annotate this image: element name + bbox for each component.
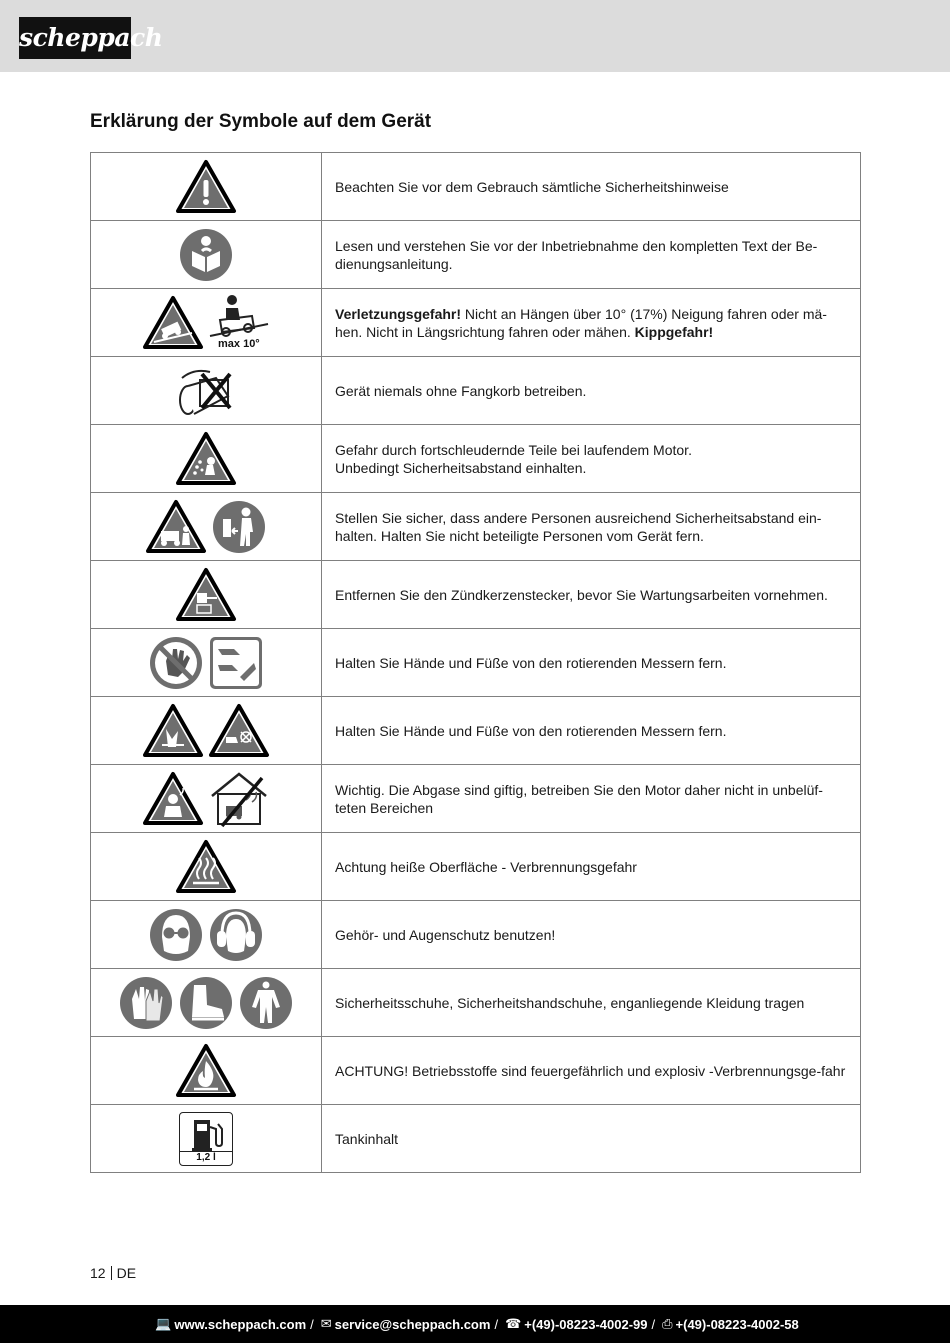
row-text: Gerät niemals ohne Fangkorb betreiben.: [335, 382, 587, 399]
row-text: Gehör- und Augenschutz benutzen!: [335, 926, 556, 943]
symbol-table: [90, 152, 861, 1173]
table-row: [91, 969, 861, 1037]
foot-cut-hazard-icon: [208, 703, 270, 759]
row-text: Tankinhalt: [335, 1130, 399, 1147]
hot-surface-icon: [175, 839, 237, 895]
row-text: Gefahr durch fortschleudernde Teile bei laufendem Motor. Unbedingt Sicherheitsabstand einhalten.: [335, 441, 692, 476]
table-row: [91, 833, 861, 901]
page-number: 12 DE: [90, 1265, 137, 1281]
slope-rider-icon: [208, 294, 270, 338]
ear-protection-icon: [208, 907, 264, 963]
separator: /: [651, 1316, 656, 1332]
table-row: [91, 221, 861, 289]
fuel-tank-icon: [179, 1112, 233, 1166]
table-row: [91, 765, 861, 833]
row-text: Halten Sie Hände und Füße von den rotierenden Messern fern.: [335, 654, 727, 671]
hand-cut-hazard-icon: [142, 703, 204, 759]
email-icon: ✉: [320, 1316, 332, 1331]
safety-boots-icon: [178, 975, 234, 1031]
hand-foot-blade-icon: [208, 635, 264, 691]
table-row: [91, 1037, 861, 1105]
protective-gloves-icon: [118, 975, 174, 1031]
no-indoor-operation-icon: [208, 770, 270, 828]
fax-icon: ⎙: [662, 1316, 673, 1331]
row-text: Verletzungsgefahr! Nicht an Hängen über 10° (17%) Neigung fahren oder mä-hen. Nicht in Längsrichtung fahren oder mähen. Kippgefahr!: [335, 305, 827, 340]
row-text: Entfernen Sie den Zündkerzenstecker, bevor Sie Wartungsarbeiten vornehmen.: [335, 586, 828, 603]
protective-clothing-icon: [238, 975, 294, 1031]
thrown-objects-icon: [175, 431, 237, 487]
row-text: Sicherheitsschuhe, Sicherheitshandschuhe, enganliegende Kleidung tragen: [335, 994, 805, 1011]
tipping-hazard-icon: [142, 295, 204, 351]
eye-protection-icon: [148, 907, 204, 963]
row-text: Halten Sie Hände und Füße von den rotierenden Messern fern.: [335, 722, 727, 739]
table-row: [91, 493, 861, 561]
separator: /: [310, 1316, 314, 1332]
table-row: [91, 629, 861, 697]
toxic-fumes-icon: [142, 771, 204, 827]
website-link[interactable]: www.scheppach.com: [174, 1316, 307, 1332]
tank-capacity-label: 1,2 l: [180, 1151, 232, 1163]
phone-number[interactable]: +(49)-08223-4002-99: [524, 1316, 648, 1332]
page-title: Erklärung der Symbole auf dem Gerät: [90, 111, 432, 132]
table-row: [91, 901, 861, 969]
scheppach-logo[interactable]: scheppach: [19, 17, 131, 59]
table-row: [91, 357, 861, 425]
footer-contact-bar: [0, 1305, 950, 1343]
email-link[interactable]: service@scheppach.com: [334, 1316, 491, 1332]
warning-triangle-icon: [175, 159, 237, 215]
table-row: [91, 561, 861, 629]
computer-icon: 💻: [155, 1316, 172, 1331]
no-operation-without-catcher-icon: [176, 362, 236, 420]
table-row: [91, 425, 861, 493]
flammable-icon: [175, 1043, 237, 1099]
table-row: [91, 1105, 861, 1173]
slope-limit-label: max 10°: [218, 337, 260, 350]
read-manual-icon: [178, 227, 234, 283]
table-row: [91, 289, 861, 357]
spark-plug-icon: [175, 567, 237, 623]
row-text: ACHTUNG! Betriebsstoffe sind feuergefährlich und explosiv -Verbrennungsge-fahr: [335, 1062, 846, 1079]
slope-max-icon: [208, 294, 270, 352]
no-hands-icon: [148, 635, 204, 691]
table-row: [91, 697, 861, 765]
row-text: Wichtig. Die Abgase sind giftig, betreiben Sie den Motor daher nicht in unbelüf-teten Bereichen: [335, 781, 823, 816]
separator: /: [494, 1316, 499, 1332]
row-text: Beachten Sie vor dem Gebrauch sämtliche Sicherheitshinweise: [335, 178, 729, 195]
fax-number[interactable]: +(49)-08223-4002-58: [675, 1316, 799, 1332]
keep-distance-icon: [211, 499, 267, 555]
row-text: Achtung heiße Oberfläche - Verbrennungsgefahr: [335, 858, 637, 875]
table-row: [91, 153, 861, 221]
row-text: Stellen Sie sicher, dass andere Personen ausreichend Sicherheitsabstand ein-halten. Halten Sie nicht beteiligte Personen vom Gerät fern.: [335, 509, 822, 544]
fuel-pump-icon: [180, 1115, 232, 1155]
bystander-hazard-icon: [145, 499, 207, 555]
row-text: Lesen und verstehen Sie vor der Inbetriebnahme den kompletten Text der Be-dienungsanleitung.: [335, 237, 818, 272]
phone-icon: ☎: [505, 1316, 522, 1331]
